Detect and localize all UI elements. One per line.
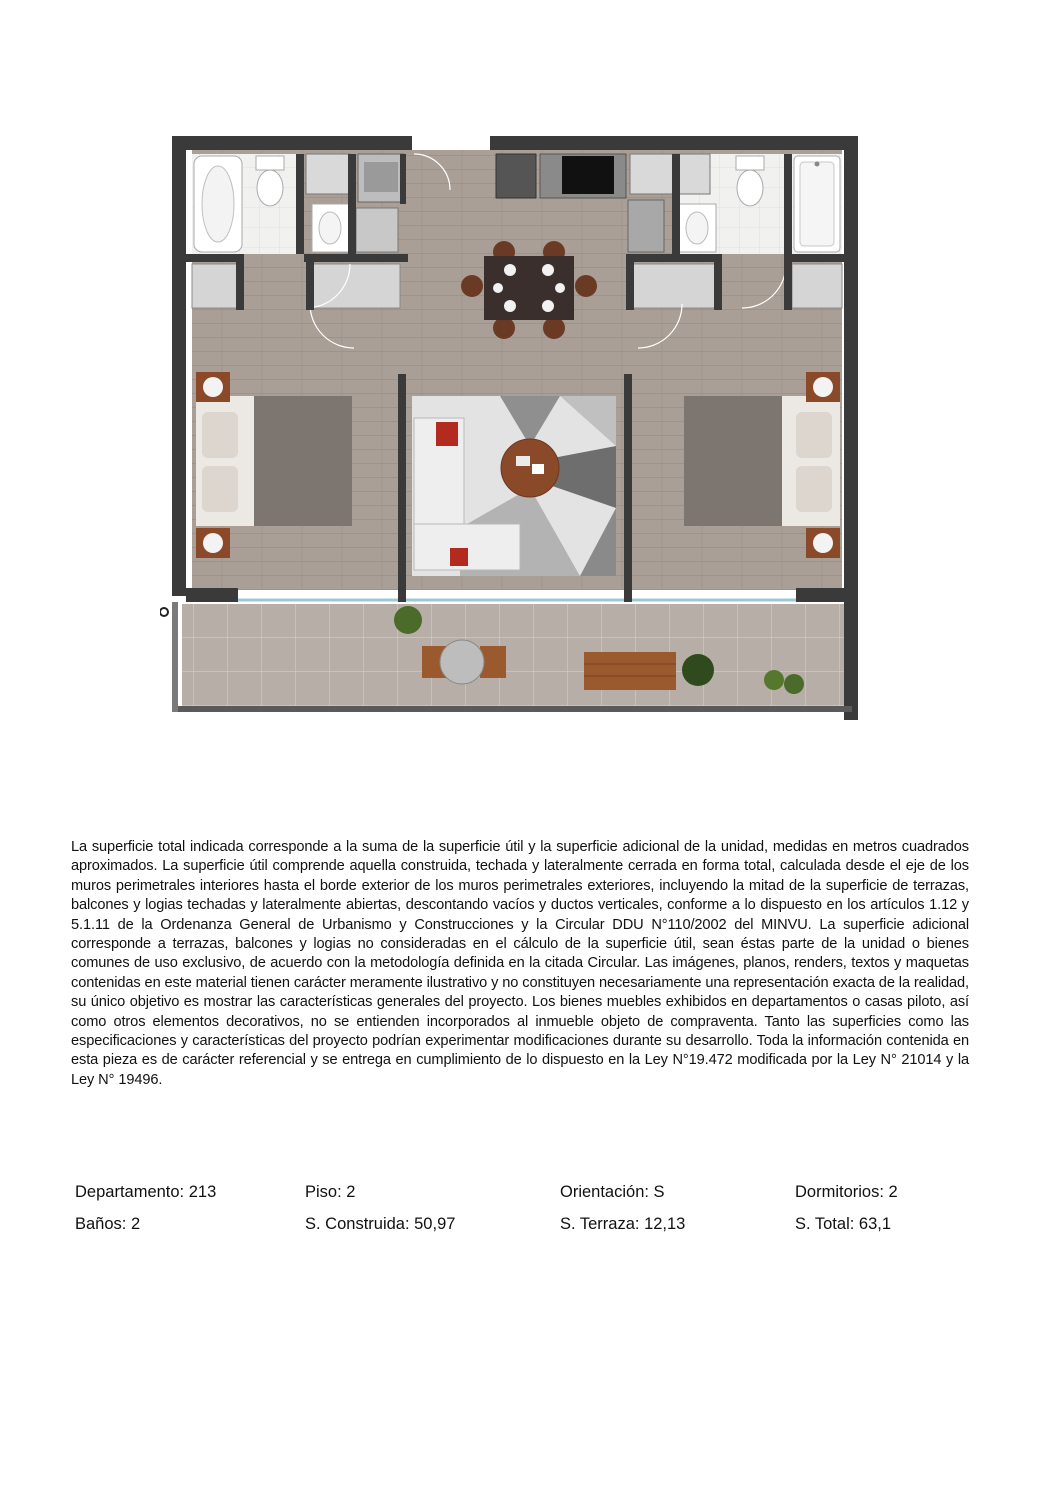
spec-piso: Piso: 2 — [305, 1183, 356, 1201]
terrace-table — [422, 640, 506, 684]
spec-banos: Baños: 2 — [75, 1215, 141, 1233]
spec-dormitorios: Dormitorios: 2 — [795, 1183, 898, 1201]
sink-right — [678, 204, 716, 252]
legal-disclaimer: La superficie total indicada corresponde a la suma de la superficie útil y la superficie adicional de la unidad, medidas en metros cuadrados aproximados. La superficie útil comprende aquella construida, techada y lateralmente cerrada en forma total, calculada desde el eje de los muros perimetrales interiores hasta el borde exterior de los muros perimetrales exteriores, incluyendo la mitad de la superficie de terrazas, balcones y logias techadas y lateralmente abiertas, descontando vacíos y ductos verticales, conforme a lo dispuesto en los artículos 1.12 y 5.1.11 de la Ordenanza General de Urbanismo y Construcciones y la Circular DDU N°110/2002 del MINVU. La superficie adicional corresponde a terrazas, balcones y logias no consideradas en el cálculo de la superficie útil, sean éstas parte de la unidad o bienes comunes de uso exclusivo, de acuerdo con la metodología definida en la citada Circular. Las imágenes, planos, renders, textos y maquetas contenidas en este material tienen carácter meramente ilustrativo y no constituyen necesariamente una representación exacta de la realidad, su único objetivo es mostrar las características generales del proyecto. Los bienes muebles exhibidos en departamentos o casas piloto, así como otros elementos decorativos, no se entienden incorporados al inmueble objeto de compraventa. Tanto las superficies como las especificaciones y características del proyecto podrían experimentar modificaciones durante su desarrollo. Toda la información contenida en esta pieza es de carácter referencial y se entrega en cumplimiento de lo dispuesto en la Ley N°19.472 modificada por la Ley N° 21014 y la Ley N° 19496. — [71, 839, 969, 1088]
sink-left — [312, 204, 350, 252]
spec-s-terraza: S. Terraza: 12,13 — [560, 1215, 686, 1233]
bathtub-left — [194, 156, 242, 252]
coffee-table — [501, 439, 559, 497]
column-marker — [160, 608, 168, 616]
floor-plan — [160, 128, 872, 720]
spec-orientacion: Orientación: S — [560, 1183, 665, 1201]
toilet-right — [736, 156, 764, 206]
terrace-bench — [584, 652, 676, 690]
terrace-floor — [182, 604, 850, 712]
spec-s-construida: S. Construida: 50,97 — [305, 1215, 456, 1233]
spec-s-total: S. Total: 63,1 — [795, 1215, 892, 1233]
spec-departamento: Departamento: 213 — [75, 1183, 217, 1201]
toilet-left — [256, 156, 284, 206]
bathtub-right — [794, 156, 840, 252]
